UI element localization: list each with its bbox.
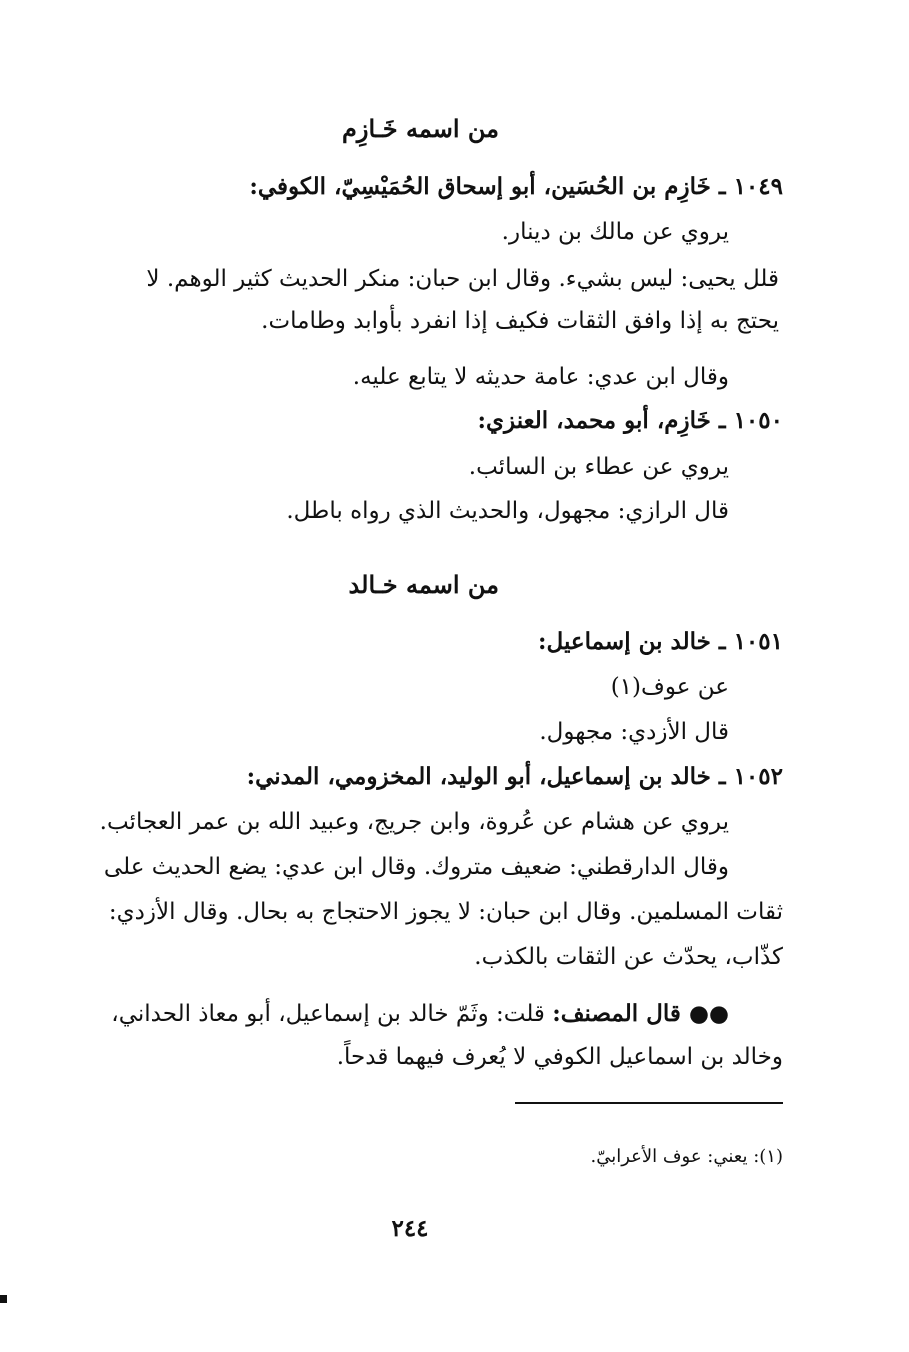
author-note-text: قلت: وثَمّ خالد بن إسماعيل، أبو معاذ الحداني، — [111, 1001, 545, 1027]
entry-1050-line-1: يروي عن عطاء بن السائب. — [468, 454, 729, 480]
entry-1052-line-3: ثقات المسلمين. وقال ابن حبان: لا يجوز الاحتجاج به بحال. وقال الأزدي: — [108, 899, 783, 925]
author-note-label: ●● قال المصنف: — [552, 1000, 729, 1027]
page-number: ٢٤٤ — [391, 1215, 429, 1242]
entry-1052-title: ١٠٥٢ ـ خالد بن إسماعيل، أبو الوليد، المخزومي، المدني: — [246, 763, 783, 790]
entry-1049-title: ١٠٤٩ ـ خَازِم بن الحُسَين، أبو إسحاق الحُمَيْسِيّ، الكوفي: — [249, 173, 783, 200]
author-note-line-1 — [111, 997, 729, 1031]
entry-1050-line-2: قال الرازي: مجهول، والحديث الذي رواه باطل. — [286, 498, 729, 524]
section-heading-khazim: من اسمه خَـازِم — [342, 114, 499, 143]
entry-1052-line-4: كذّاب، يحدّث عن الثقات بالكذب. — [474, 944, 783, 970]
entry-1052-line-1: يروي عن هشام عن عُروة، وابن جريج، وعبيد الله بن عمر العجائب. — [99, 809, 729, 835]
entry-1051-line-2: قال الأزدي: مجهول. — [539, 719, 729, 745]
author-note-line-2: وخالد بن اسماعيل الكوفي لا يُعرف فيهما قدحاً. — [336, 1044, 783, 1070]
entry-1049-line-2: قلل يحيى: ليس بشيء. وقال ابن حبان: منكر الحديث كثير الوهم. لا — [146, 266, 779, 292]
entry-1049-line-1: يروي عن مالك بن دينار. — [501, 219, 729, 245]
footnote: (١): يعني: عوف الأعرابيّ. — [590, 1146, 783, 1167]
section-heading-khalid: من اسمه خـالد — [348, 570, 499, 599]
entry-1052-line-2: وقال الدارقطني: ضعيف متروك. وقال ابن عدي: يضع الحديث على — [103, 854, 729, 880]
footnote-separator — [515, 1102, 783, 1104]
entry-1049-line-4: وقال ابن عدي: عامة حديثه لا يتابع عليه. — [352, 364, 729, 390]
scan-edge-mark — [0, 1295, 7, 1303]
entry-1051-title: ١٠٥١ ـ خالد بن إسماعيل: — [538, 628, 783, 655]
entry-1049-line-3: يحتج به إذا وافق الثقات فكيف إذا انفرد بأوابد وطامات. — [261, 308, 779, 334]
entry-1050-title: ١٠٥٠ ـ خَازِم، أبو محمد، العنزي: — [477, 407, 783, 434]
entry-1051-line-1: عن عوف(١) — [610, 674, 729, 700]
